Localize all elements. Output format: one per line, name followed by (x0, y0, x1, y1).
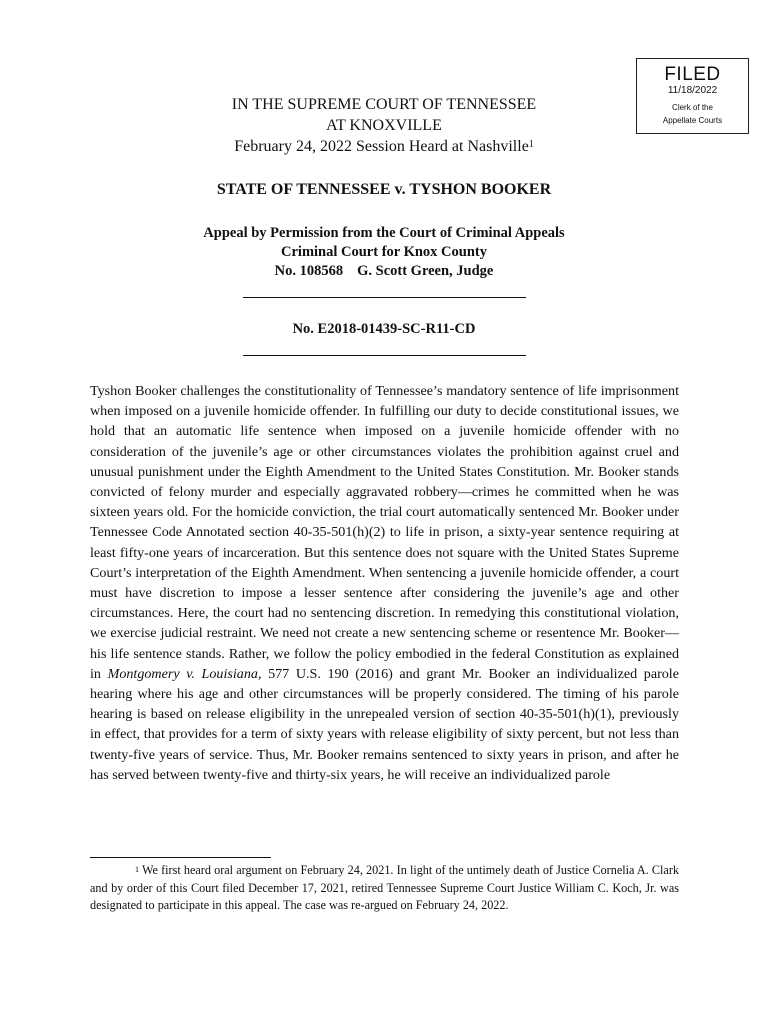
footnote-ref: 1 (528, 139, 534, 150)
case-number-judge-line (0, 262, 768, 281)
stamp-clerk-line: Clerk of the (672, 103, 713, 112)
trial-judge: G. Scott Green, Judge (357, 263, 494, 279)
stamp-courts-line: Appellate Courts (662, 116, 723, 125)
appeal-line: Appeal by Permission from the Court of Criminal Appeals (203, 225, 565, 241)
session-line (0, 137, 768, 157)
summary-part-1: Tyshon Booker challenges the constitutionality of Tennessee’s mandatory sentence of life imprisonment when imposed on a juvenile homicide offender. In fulfilling our duty to decide constitutional issues, we hold that an automatic life sentence when imposed on a juvenile homicide offender with no consideration of the juvenile’s age or other circumstances violates the prohibition against cruel and unusual punishment under the Eighth Amendment to the United States Constitution. Mr. Booker stands convicted of felony murder and especially aggravated robbery—crimes he committed when he was sixteen years old. For the homicide conviction, the trial court automatically sentenced Mr. Booker under Tennessee Code Annotated section 40-35-501(h)(2) to life in prison, a sixty-year sentence requiring at least fifty-one years of incarceration. But this sentence does not square with the United States Supreme Court’s interpretation of the Eighth Amendment. When sentencing a juvenile homicide offender, a court must have discretion to impose a lesser sentence after considering the juvenile’s age and other circumstances. Here, the court had no sentencing discretion. In remedying this constitutional violation, we exercise judicial restraint. We need not create a new sentencing scheme or resentence Mr. Booker—his life sentence stands. Rather, we follow the policy embodied in the federal Constitution as explained in (90, 383, 679, 682)
trial-case-number: No. 108568 (274, 263, 344, 279)
stamp-title: FILED (664, 64, 721, 85)
trial-court-line: Criminal Court for Knox County (281, 244, 487, 260)
divider-bottom (243, 355, 526, 356)
opinion-summary (90, 381, 679, 785)
court-location: AT KNOXVILLE (326, 117, 442, 134)
divider-top (243, 297, 526, 298)
footnote-marker: 1 (135, 865, 139, 874)
footnote-text: We first heard oral argument on February 24, 2021. In light of the untimely death of Justice Cornelia A. Clark and by order of this Court filed December 17, 2021, retired Tennessee Supreme Court Justice William C. Koch, Jr. was designated to participate in this appeal. The case was re-argued on February 24, 2022. (90, 863, 679, 912)
case-citation: Montgomery v. Louisiana (107, 665, 258, 682)
footnote (90, 862, 679, 915)
footnote-divider (90, 857, 271, 858)
court-name: IN THE SUPREME COURT OF TENNESSEE (231, 96, 537, 113)
summary-part-2: , 577 U.S. 190 (2016) and grant Mr. Booker an individualized parole hearing where his age and other circumstances will be properly considered. The timing of his parole hearing is based on release eligibility in the unrepealed version of section 40-35-501(h)(1), previously in effect, that provides for a term of sixty years with release eligibility of sixty percent, but not less than twenty-five years of service. Thus, Mr. Booker remains sentenced to sixty years in prison, and after he has served between twenty-five and thirty-six years, he will receive an individualized parole (90, 665, 679, 783)
session-text: February 24, 2022 Session Heard at Nashville (234, 138, 529, 155)
stamp-date: 11/18/2022 (667, 85, 718, 96)
docket-number: No. E2018-01439-SC-R11-CD (292, 321, 476, 337)
case-caption: STATE OF TENNESSEE v. TYSHON BOOKER (216, 181, 552, 198)
